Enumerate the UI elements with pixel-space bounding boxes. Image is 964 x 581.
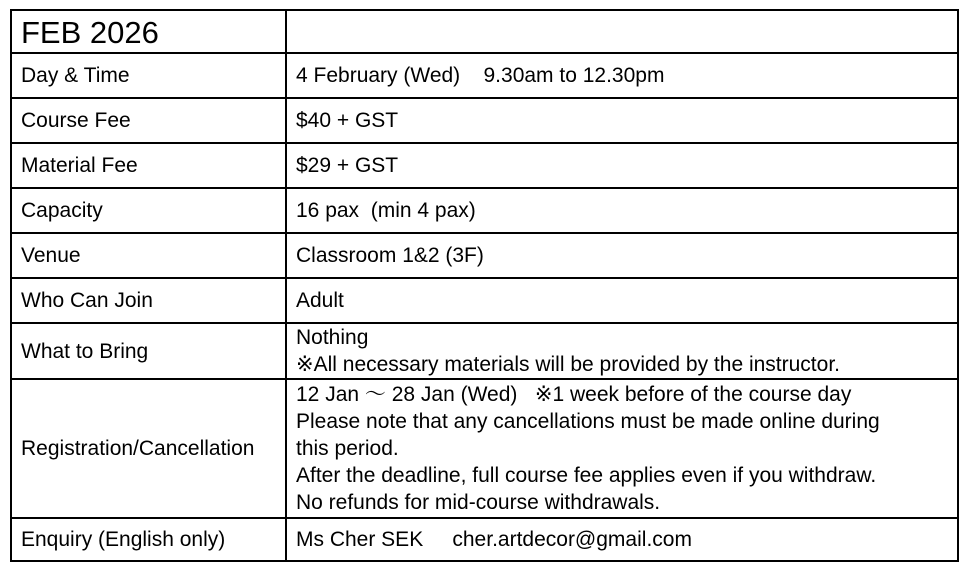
what-to-bring-label: What to Bring: [11, 323, 286, 379]
registration-period: 12 Jan ～ 28 Jan (Wed) ※1 week before of the course day: [296, 383, 852, 406]
registration-value: [286, 379, 958, 518]
capacity-value: 16 pax (min 4 pax): [286, 188, 958, 233]
table-row: [11, 278, 958, 323]
who-can-join-label: Who Can Join: [11, 278, 286, 323]
enquiry-label: Enquiry (English only): [11, 518, 286, 561]
what-to-bring-note: ※All necessary materials will be provided by the instructor.: [296, 353, 840, 376]
table-row: [11, 518, 958, 561]
day-time-value: 4 February (Wed) 9.30am to 12.30pm: [286, 53, 958, 98]
venue-label: Venue: [11, 233, 286, 278]
what-to-bring-line: Nothing: [296, 326, 369, 349]
capacity-label: Capacity: [11, 188, 286, 233]
course-info-table: [10, 9, 959, 562]
month-title: FEB 2026: [11, 10, 286, 53]
table-row: [11, 98, 958, 143]
what-to-bring-value: [286, 323, 958, 379]
registration-note-line: No refunds for mid-course withdrawals.: [296, 491, 661, 514]
material-fee-value: $29 + GST: [286, 143, 958, 188]
course-fee-label: Course Fee: [11, 98, 286, 143]
table-row: [11, 379, 958, 518]
registration-note-line: After the deadline, full course fee applies even if you withdraw.: [296, 464, 877, 487]
table-row: [11, 323, 958, 379]
title-row: [11, 10, 958, 53]
registration-note-line: Please note that any cancellations must be made online during: [296, 410, 880, 433]
table-row: [11, 188, 958, 233]
registration-note-line: this period.: [296, 437, 399, 460]
title-value-cell: [286, 10, 958, 53]
table-row: [11, 143, 958, 188]
table-row: [11, 233, 958, 278]
day-time-label: Day & Time: [11, 53, 286, 98]
enquiry-value: Ms Cher SEK cher.artdecor@gmail.com: [286, 518, 958, 561]
registration-label: Registration/Cancellation: [11, 379, 286, 518]
material-fee-label: Material Fee: [11, 143, 286, 188]
course-fee-value: $40 + GST: [286, 98, 958, 143]
table-row: [11, 53, 958, 98]
venue-value: Classroom 1&2 (3F): [286, 233, 958, 278]
who-can-join-value: Adult: [286, 278, 958, 323]
